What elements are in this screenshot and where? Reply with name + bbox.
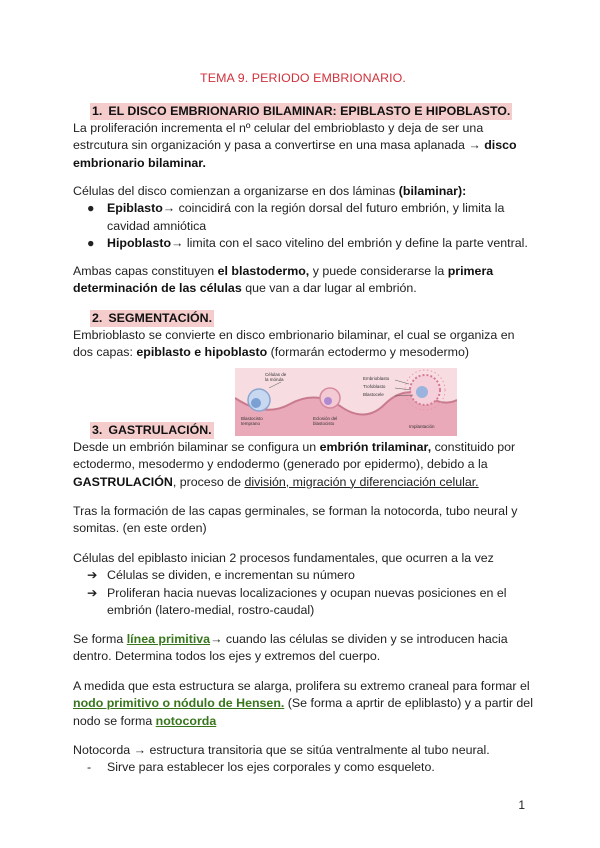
text: La proliferación incrementa el nº celular del embrioblasto y deja de ser una estrcutura sin organización y pasa a convertirse en una masa aplanada → xyxy=(73,121,484,153)
paragraph: Tras la formación de las capas germinales, se forman la notocorda, tubo neural y somitas. (en este orden) xyxy=(73,504,518,536)
text: → coincidirá con la región dorsal del futuro embrión, y limita la cavidad amniótica xyxy=(107,201,505,233)
section-3-title: GASTRULACIÓN. xyxy=(108,423,212,437)
list-item xyxy=(73,200,533,235)
text: (Se forma a aprtir de epliblasto) y a partir del nodo se forma xyxy=(73,696,533,728)
section-3-body xyxy=(73,439,533,491)
paragraph xyxy=(73,678,533,730)
label-morula-cells: Células de la mórula xyxy=(265,372,287,382)
page-number: 1 xyxy=(518,798,525,812)
arrow-icon: ➔ xyxy=(87,585,98,600)
section-1-body xyxy=(73,120,533,172)
paragraph xyxy=(73,120,533,172)
text: A medida que esta estructura se alarga, prolifera su extremo craneal para formar el xyxy=(73,679,530,693)
list-item xyxy=(73,585,533,620)
label-trofoblasto: Trofoblasto xyxy=(363,384,386,389)
paragraph xyxy=(73,439,533,491)
arrow-icon: ➔ xyxy=(87,568,98,583)
text: Sirve para establecer los ejes corporales y como esqueleto. xyxy=(107,760,435,775)
text: Células del disco comienzan a organizarse en dos láminas xyxy=(73,184,396,198)
text: constituido por ectodermo, mesodermo y endodermo (generado por epidermo), debido a la xyxy=(73,440,516,472)
linea-primitiva-term: línea primitiva xyxy=(126,632,211,646)
section-3-heading xyxy=(90,422,214,439)
label-embrioblasto: Embrioblasto xyxy=(363,376,390,381)
text: y puede considerarse la xyxy=(312,264,445,278)
section-1-heading xyxy=(90,103,512,120)
section-2-title: SEGMENTACIÓN. xyxy=(108,311,213,325)
bold-term: embrión trilaminar, xyxy=(319,440,432,454)
caption-eclosion: Eclosión del blastocisto xyxy=(313,416,338,426)
text: Se forma xyxy=(73,632,124,646)
bold-term: el blastodermo, xyxy=(217,264,310,278)
bullet-icon: ● xyxy=(87,235,95,250)
caption-implantacion: Implantación xyxy=(409,424,435,429)
bold-term: GASTRULACIÓN xyxy=(73,474,173,489)
section-3-body-6 xyxy=(73,742,533,777)
blastocyst-illustration xyxy=(235,368,457,436)
caption-blastocisto-temprano: Blastocisto temprano xyxy=(241,416,263,426)
text: que van a dar lugar al embrión. xyxy=(245,281,417,296)
text: Células se dividen, e incrementan su número xyxy=(107,568,355,583)
paragraph xyxy=(73,183,533,200)
text: Desde un embrión bilaminar se configura un xyxy=(73,440,317,454)
bold-term: Hipoblasto xyxy=(107,235,172,250)
nodo-primitivo-term: nodo primitivo o nódulo de Hensen. xyxy=(73,696,285,711)
text: Embrioblasto se convierte en disco embrionario bilaminar, el cual se organiza en dos capas: xyxy=(73,328,515,360)
text: → limita con el saco vitelino del embrión y define la parte ventral. xyxy=(171,235,528,250)
section-2-number: 2. xyxy=(92,311,103,325)
paragraph xyxy=(73,327,533,362)
section-1-title: EL DISCO EMBRIONARIO BILAMINAR: EPIBLASTO E HIPOBLASTO. xyxy=(108,104,511,118)
label-blastocele: Blastocele xyxy=(363,392,384,397)
paragraph xyxy=(73,631,533,666)
section-3-body-4 xyxy=(73,631,533,666)
paragraph: Células del epiblasto inician 2 procesos fundamentales, que ocurren a la vez xyxy=(73,551,494,565)
section-3-body-2 xyxy=(73,503,533,538)
text: , proceso de xyxy=(172,474,242,489)
paragraph: Notocorda → estructura transitoria que se sitúa ventralmente al tubo neural. xyxy=(73,743,490,757)
bullet-icon: ● xyxy=(87,201,95,216)
section-2-heading xyxy=(90,310,214,327)
bold-term: (bilaminar): xyxy=(398,184,467,198)
text: Proliferan hacia nuevas localizaciones y ocupan nuevas posiciones en el embrión (latero-medial, rostro-caudal) xyxy=(107,585,507,617)
page-title: TEMA 9. PERIODO EMBRIONARIO. xyxy=(200,71,406,85)
section-3-number: 3. xyxy=(92,423,103,437)
section-3-body-3 xyxy=(73,550,533,619)
bold-term: Epiblasto xyxy=(107,201,163,216)
bold-term: disco embrionario bilaminar. xyxy=(73,138,517,170)
section-1-body-2 xyxy=(73,183,533,252)
arrow-list xyxy=(73,567,533,619)
list-item xyxy=(73,759,533,776)
bullet-list xyxy=(73,200,533,252)
text: (formarán ectodermo y mesodermo) xyxy=(270,345,469,360)
list-item xyxy=(73,235,533,252)
text: → cuando las células se dividen y se introducen hacia dentro. Determina todos los ejes y extremos del cuerpo. xyxy=(73,632,508,664)
list-item xyxy=(73,567,533,584)
bold-term: epiblasto e hipoblasto xyxy=(136,345,268,360)
section-3-body-5 xyxy=(73,678,533,730)
paragraph xyxy=(73,263,533,298)
bold-term: primera determinación de las células xyxy=(73,264,494,296)
text: Ambas capas constituyen xyxy=(73,264,215,278)
dash-list xyxy=(73,759,533,776)
underlined-text: división, migración y diferenciación celular. xyxy=(244,474,479,489)
notocorda-term: notocorda xyxy=(155,713,217,728)
section-2-body xyxy=(73,327,533,362)
section-1-number: 1. xyxy=(92,104,103,118)
section-1-body-3 xyxy=(73,263,533,298)
blastocyst-figure xyxy=(235,368,457,436)
dash-icon: - xyxy=(87,760,92,775)
